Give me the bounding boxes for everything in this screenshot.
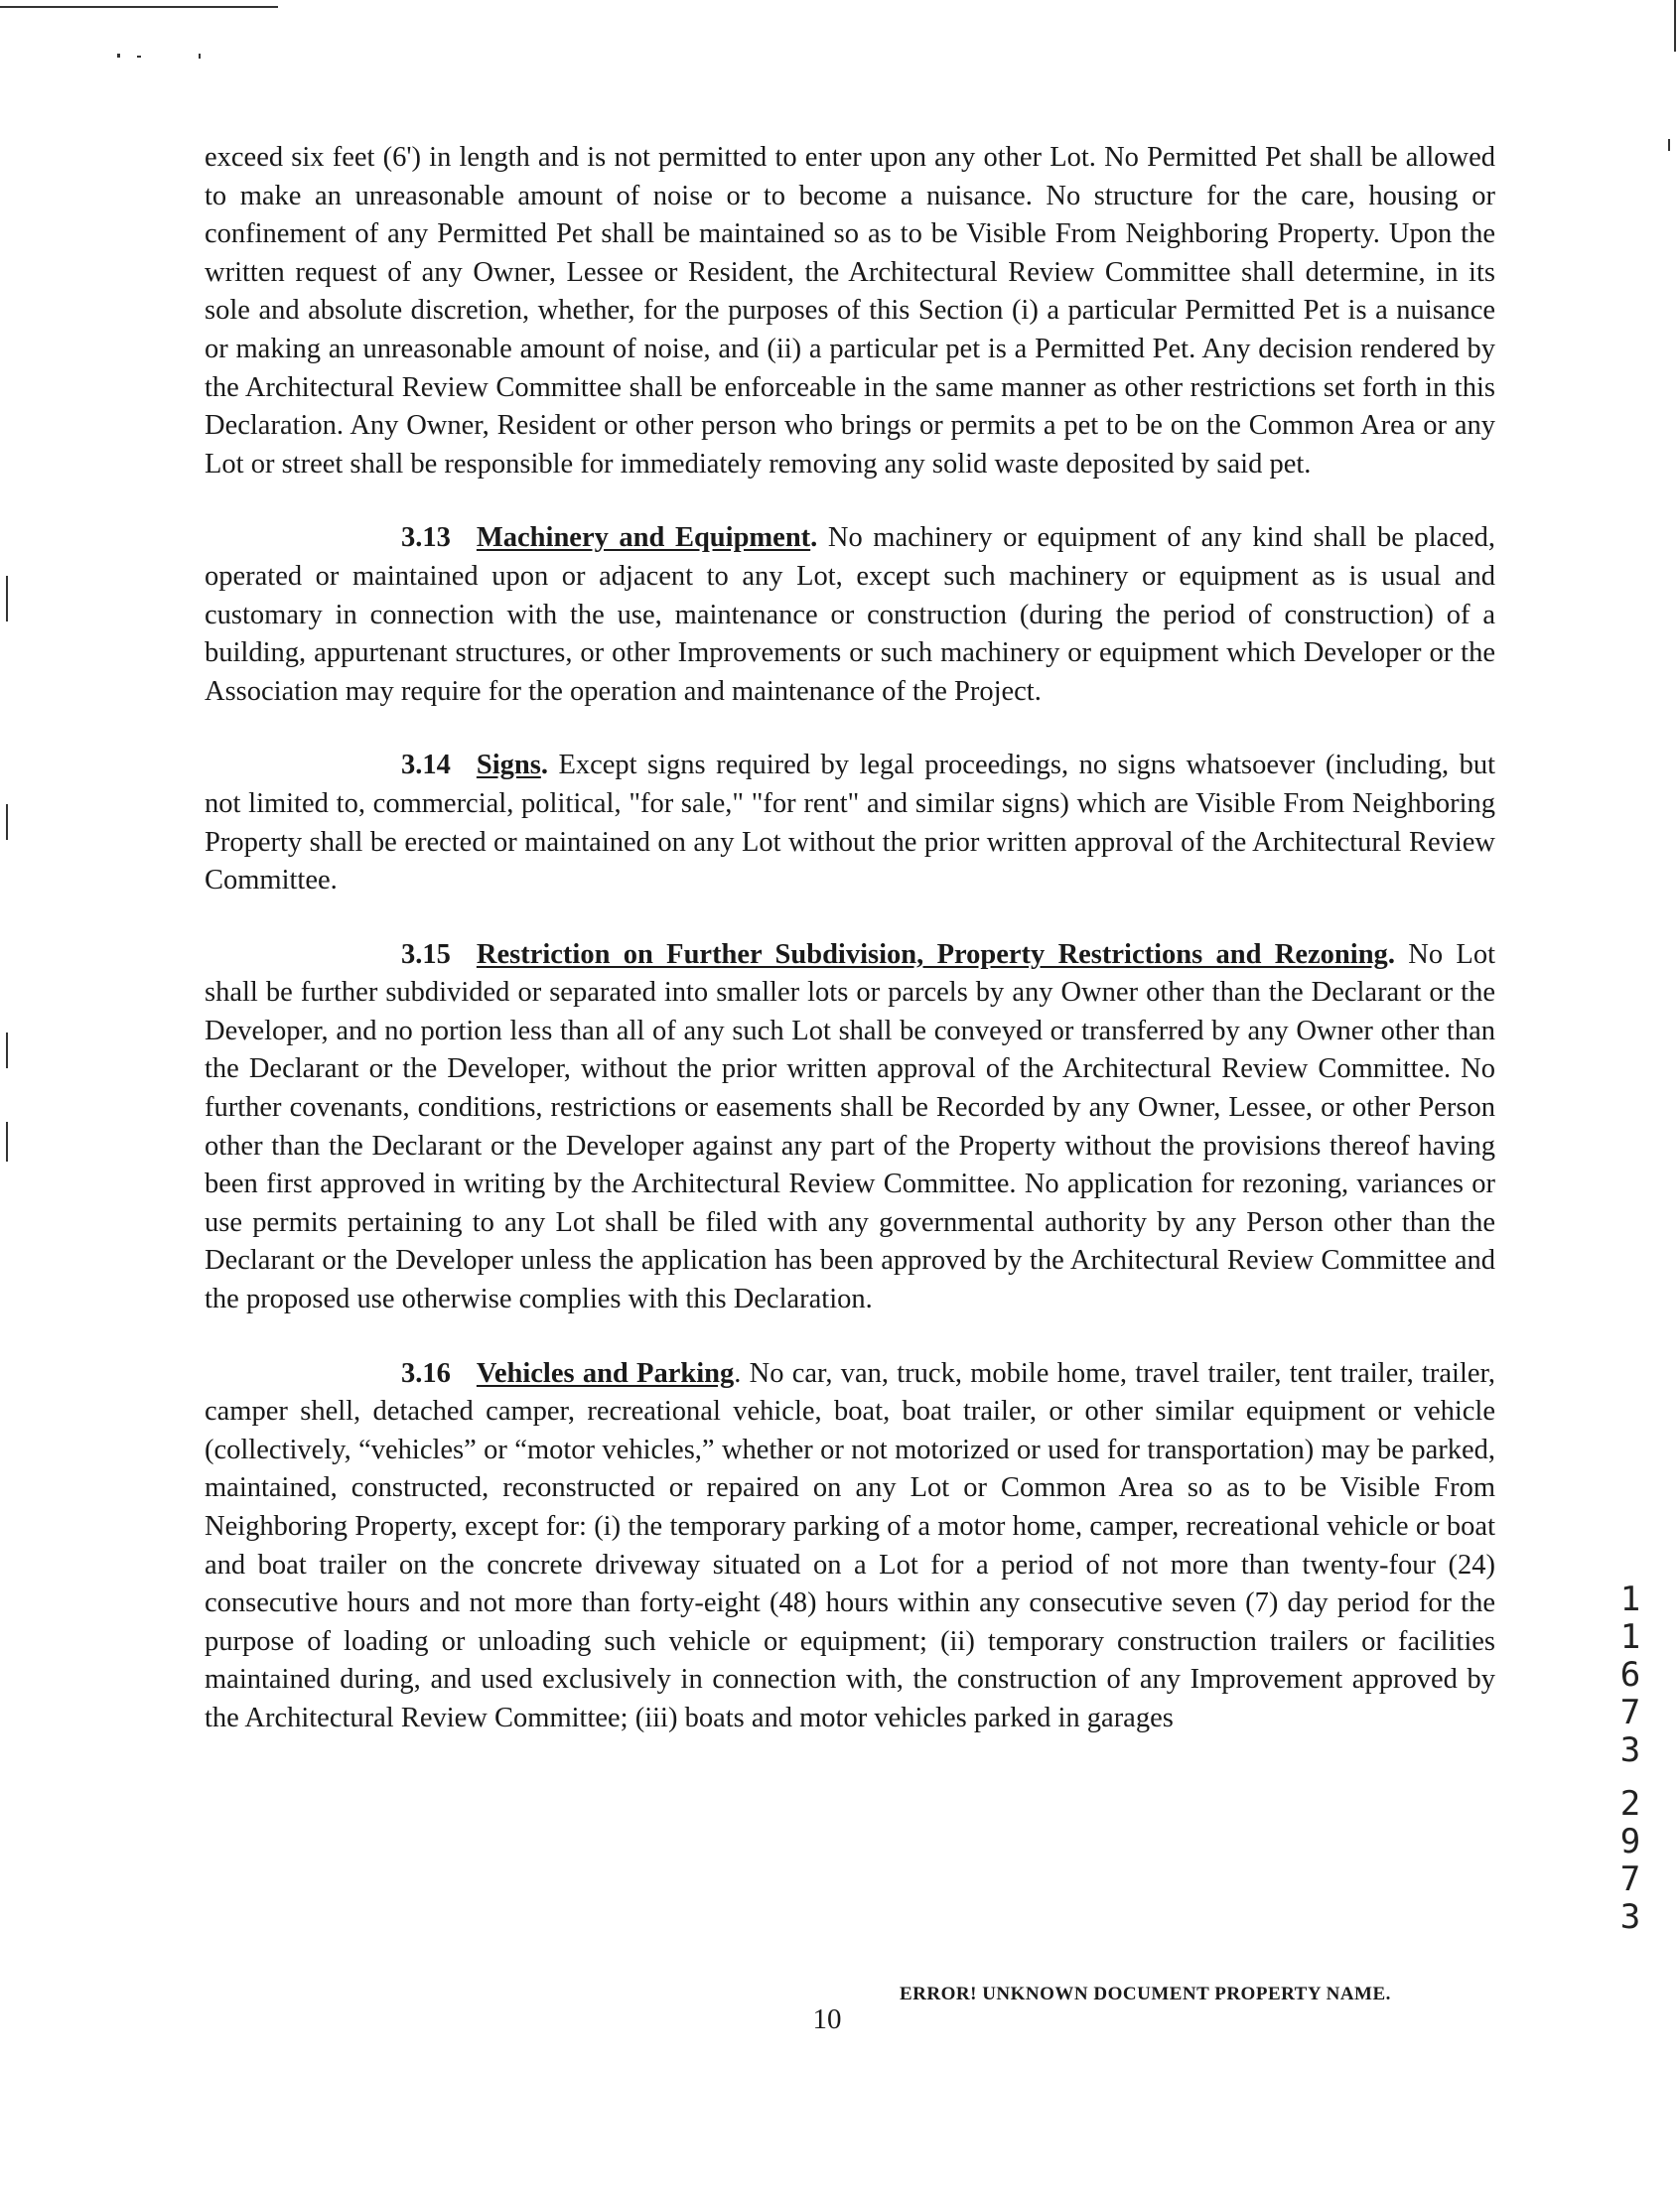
recording-digit: 2	[1619, 1784, 1641, 1824]
recording-digit: 3	[1619, 1897, 1641, 1937]
scan-dot	[199, 54, 201, 59]
section-body: No machinery or equipment of any kind shall be placed, operated or maintained upon or adjacent to any Lot, except such machinery or equipment as is usual and customary in connection with the use, maintenance or construction (during the period of construction) of a building, appurtenant structures, or other Improvements or such machinery or equipment which Developer or the Association may require for the operation and maintenance of the Project.	[205, 522, 1495, 707]
document-body	[205, 139, 1495, 1774]
scan-mark-left	[6, 576, 8, 621]
section-title: Vehicles and Parking	[476, 1357, 735, 1389]
paragraph-continuation	[205, 139, 1495, 483]
title-period: .	[810, 522, 828, 554]
section-title: Restriction on Further Subdivision, Property Restrictions and Rezoning	[476, 938, 1388, 970]
title-period: .	[1387, 938, 1409, 970]
footer-note-text: ERROR! UNKNOWN DOCUMENT PROPERTY NAME.	[900, 1984, 1391, 2004]
recording-digit: 7	[1619, 1860, 1641, 1899]
section-body: No car, van, truck, mobile home, travel trailer, tent trailer, trailer, camper shell, detached camper, recreational vehicle, boat, boat trailer, or other similar equipment or vehicle (collectively, “vehicles” or “motor vehicles,” whether or not motorized or used for transportation) may be parked, maintained, constructed, reconstructed or repaired on any Lot or Common Area so as to be Visible From Neighboring Property, except for: (i) the temporary parking of a motor home, camper, recreational vehicle or boat and boat trailer on the concrete driveway situated on a Lot for a period of not more than twenty-four (24) consecutive hours and not more than forty-eight (48) hours within any consecutive seven (7) day period for the purpose of loading or unloading such vehicle or equipment; (ii) temporary construction trailers or facilities maintained during, and used exclusively in connection with, the construction of any Improvement approved by the Architectural Review Committee; (iii) boats and motor vehicles parked in garages	[205, 1357, 1496, 1733]
section-title: Signs	[476, 750, 541, 781]
section-number: 3.16	[401, 1357, 451, 1389]
section-title: Machinery and Equipment	[476, 522, 811, 554]
recording-digit: 1	[1619, 1617, 1641, 1657]
paragraph-text: exceed six feet (6') in length and is not permitted to enter upon any other Lot. No Permitted Pet shall be allowed to make an unreasonable amount of noise or to become a nuisance. No structure for the care, housing or confinement of any Permitted Pet shall be maintained so as to be Visible From Neighboring Property. Upon the written request of any Owner, Lessee or Resident, the Architectural Review Committee shall determine, in its sole and absolute discretion, whether, for the purposes of this Section (i) a particular Permitted Pet is a nuisance or making an unreasonable amount of noise, and (ii) a particular pet is a Permitted Pet. Any decision rendered by the Architectural Review Committee shall be enforceable in the same manner as other restrictions set forth in this Declaration. Any Owner, Resident or other person who brings or permits a pet to be on the Common Area or any Lot or street shall be responsible for immediately removing any solid waste deposited by said pet.	[205, 142, 1495, 480]
recording-number-bottom	[1610, 1785, 1650, 1936]
recording-digit: 9	[1619, 1822, 1641, 1861]
section-number: 3.14	[401, 750, 451, 781]
recording-number-top	[1610, 1581, 1650, 1769]
scan-dot	[137, 56, 141, 58]
section-number: 3.13	[401, 522, 451, 554]
scan-dot	[117, 54, 120, 58]
section-3-13	[205, 519, 1495, 711]
scan-line-top	[0, 6, 278, 8]
section-3-16	[205, 1355, 1495, 1738]
recording-digit: 7	[1619, 1693, 1641, 1732]
section-3-14	[205, 747, 1495, 899]
scan-dot	[1668, 139, 1670, 151]
section-body: Except signs required by legal proceedings, no signs whatsoever (including, but not limited to, commercial, political, "for sale," "for rent" and similar signs) which are Visible From Neighboring Property shall be erected or maintained on any Lot without the prior written approval of the Architectural Review Committee.	[205, 750, 1495, 896]
scan-line-right	[1674, 0, 1676, 52]
title-period: .	[540, 750, 559, 781]
scan-mark-left	[6, 1033, 8, 1068]
recording-digit: 6	[1619, 1655, 1641, 1695]
scan-mark-left	[6, 1122, 8, 1162]
title-period: .	[734, 1357, 750, 1389]
recording-digit: 1	[1619, 1580, 1641, 1619]
page-number-text: 10	[812, 2003, 842, 2035]
section-3-15	[205, 936, 1495, 1319]
section-body: No Lot shall be further subdivided or separated into smaller lots or parcels by any Owner other than the Declarant or the Developer, and no portion less than all of any such Lot shall be conveyed or transferred by any Owner other than the Declarant or the Developer, without the prior written approval of the Architectural Review Committee. No further covenants, conditions, restrictions or easements shall be Recorded by any Owner, Lessee, or other Person other than the Declarant or the Developer against any part of the Property without the provisions thereof having been first approved in writing by the Architectural Review Committee. No application for rezoning, variances or use permits pertaining to any Lot shall be filed with any governmental authority by any Person other than the Declarant or the Developer unless the application has been approved by the Architectural Review Committee and the proposed use otherwise complies with this Declaration.	[205, 938, 1495, 1315]
page-number	[0, 2003, 1680, 2036]
recording-digit: 3	[1619, 1730, 1641, 1770]
scan-mark-left	[6, 804, 8, 840]
section-number: 3.15	[401, 938, 451, 970]
